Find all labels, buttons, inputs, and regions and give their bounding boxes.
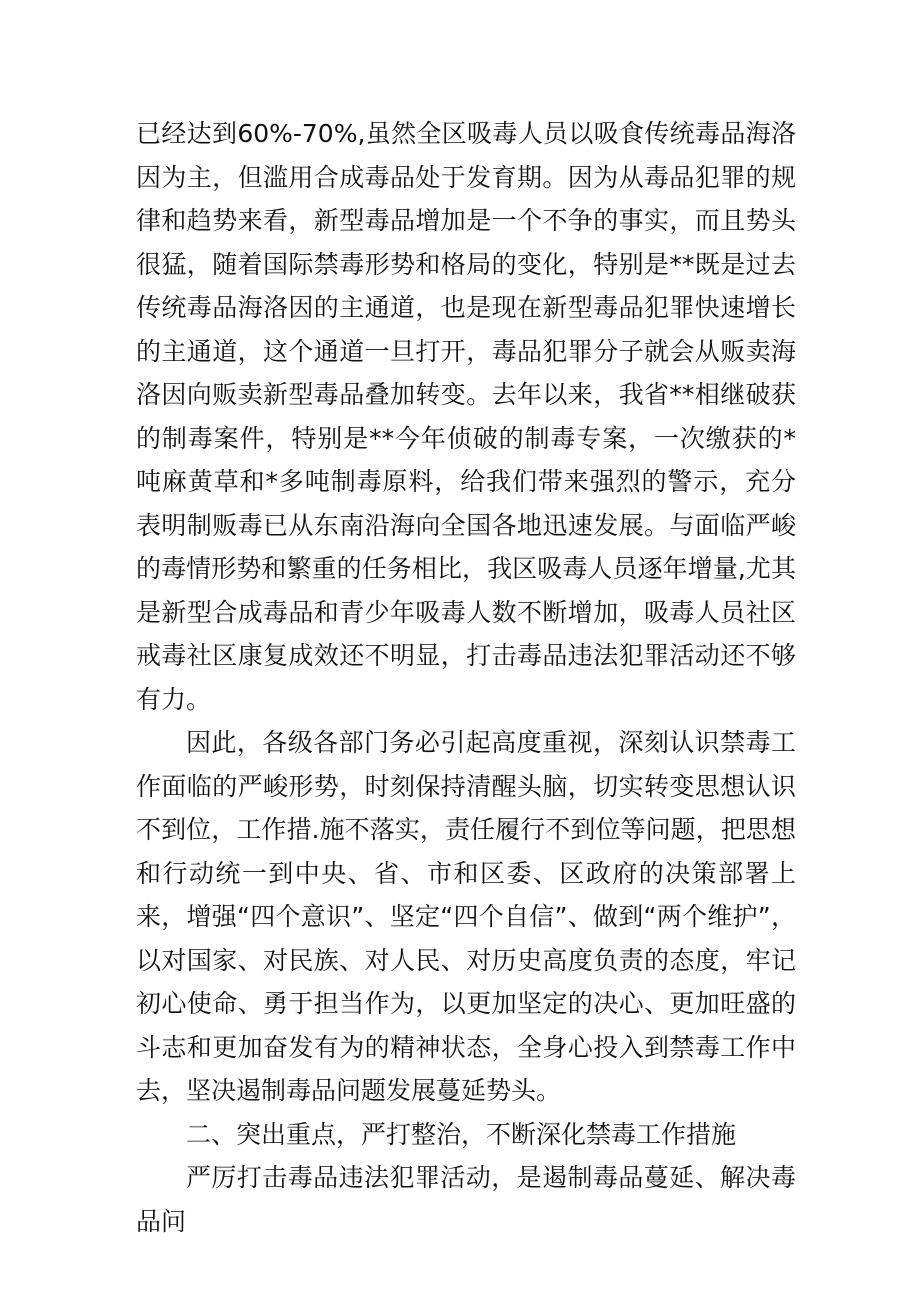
paragraph-crackdown: 严厉打击毒品违法犯罪活动，是遏制毒品蔓延、解决毒品问 [136, 1163, 796, 1236]
document-body [136, 112, 796, 1243]
paragraph-continuation: 已经达到60%-70%,虽然全区吸毒人员以吸食传统毒品海洛因为主，但滥用合成毒品处于发育期。因为从毒品犯罪的规律和趋势来看，新型毒品增加是一个不争的事实，而且势头很猛，随着国际禁毒形势和格局的变化，特别是**既是过去传统毒品海洛因的主通道，也是现在新型毒品犯罪快速增长的主通道，这个通道一旦打开，毒品犯罪分子就会从贩卖海洛因向贩卖新型毒品叠加转变。去年以来，我省**相继破获的制毒案件，特别是**今年侦破的制毒专案，一次缴获的*吨麻黄草和*多吨制毒原料，给我们带来强烈的警示，充分表明制贩毒已从东南沿海向全国各地迅速发展。与面临严峻的毒情形势和繁重的任务相比，我区吸毒人员逐年增量,尤其是新型合成毒品和青少年吸毒人数不断增加，吸毒人员社区戒毒社区康复成效还不明显，打击毒品违法犯罪活动还不够有力。 [136, 119, 796, 714]
section-heading: 二、突出重点，严打整治，不断深化禁毒工作措施 [186, 1119, 737, 1149]
paragraph-awareness: 因此，各级各部门务必引起高度重视，深刻认识禁毒工作面临的严峻形势，时刻保持清醒头脑，切实转变思想认识不到位，工作措.施不落实，责任履行不到位等问题，把思想和行动统一到中央、省、市和区委、区政府的决策部署上来，增强“四个意识”、坚定“四个自信”、做到“两个维护”，以对国家、对民族、对人民、对历史高度负责的态度，牢记初心使命、勇于担当作为，以更加坚定的决心、更加旺盛的斗志和更加奋发有为的精神状态，全身心投入到禁毒工作中去，坚决遏制毒品问题发展蔓延势头。 [136, 728, 796, 1105]
